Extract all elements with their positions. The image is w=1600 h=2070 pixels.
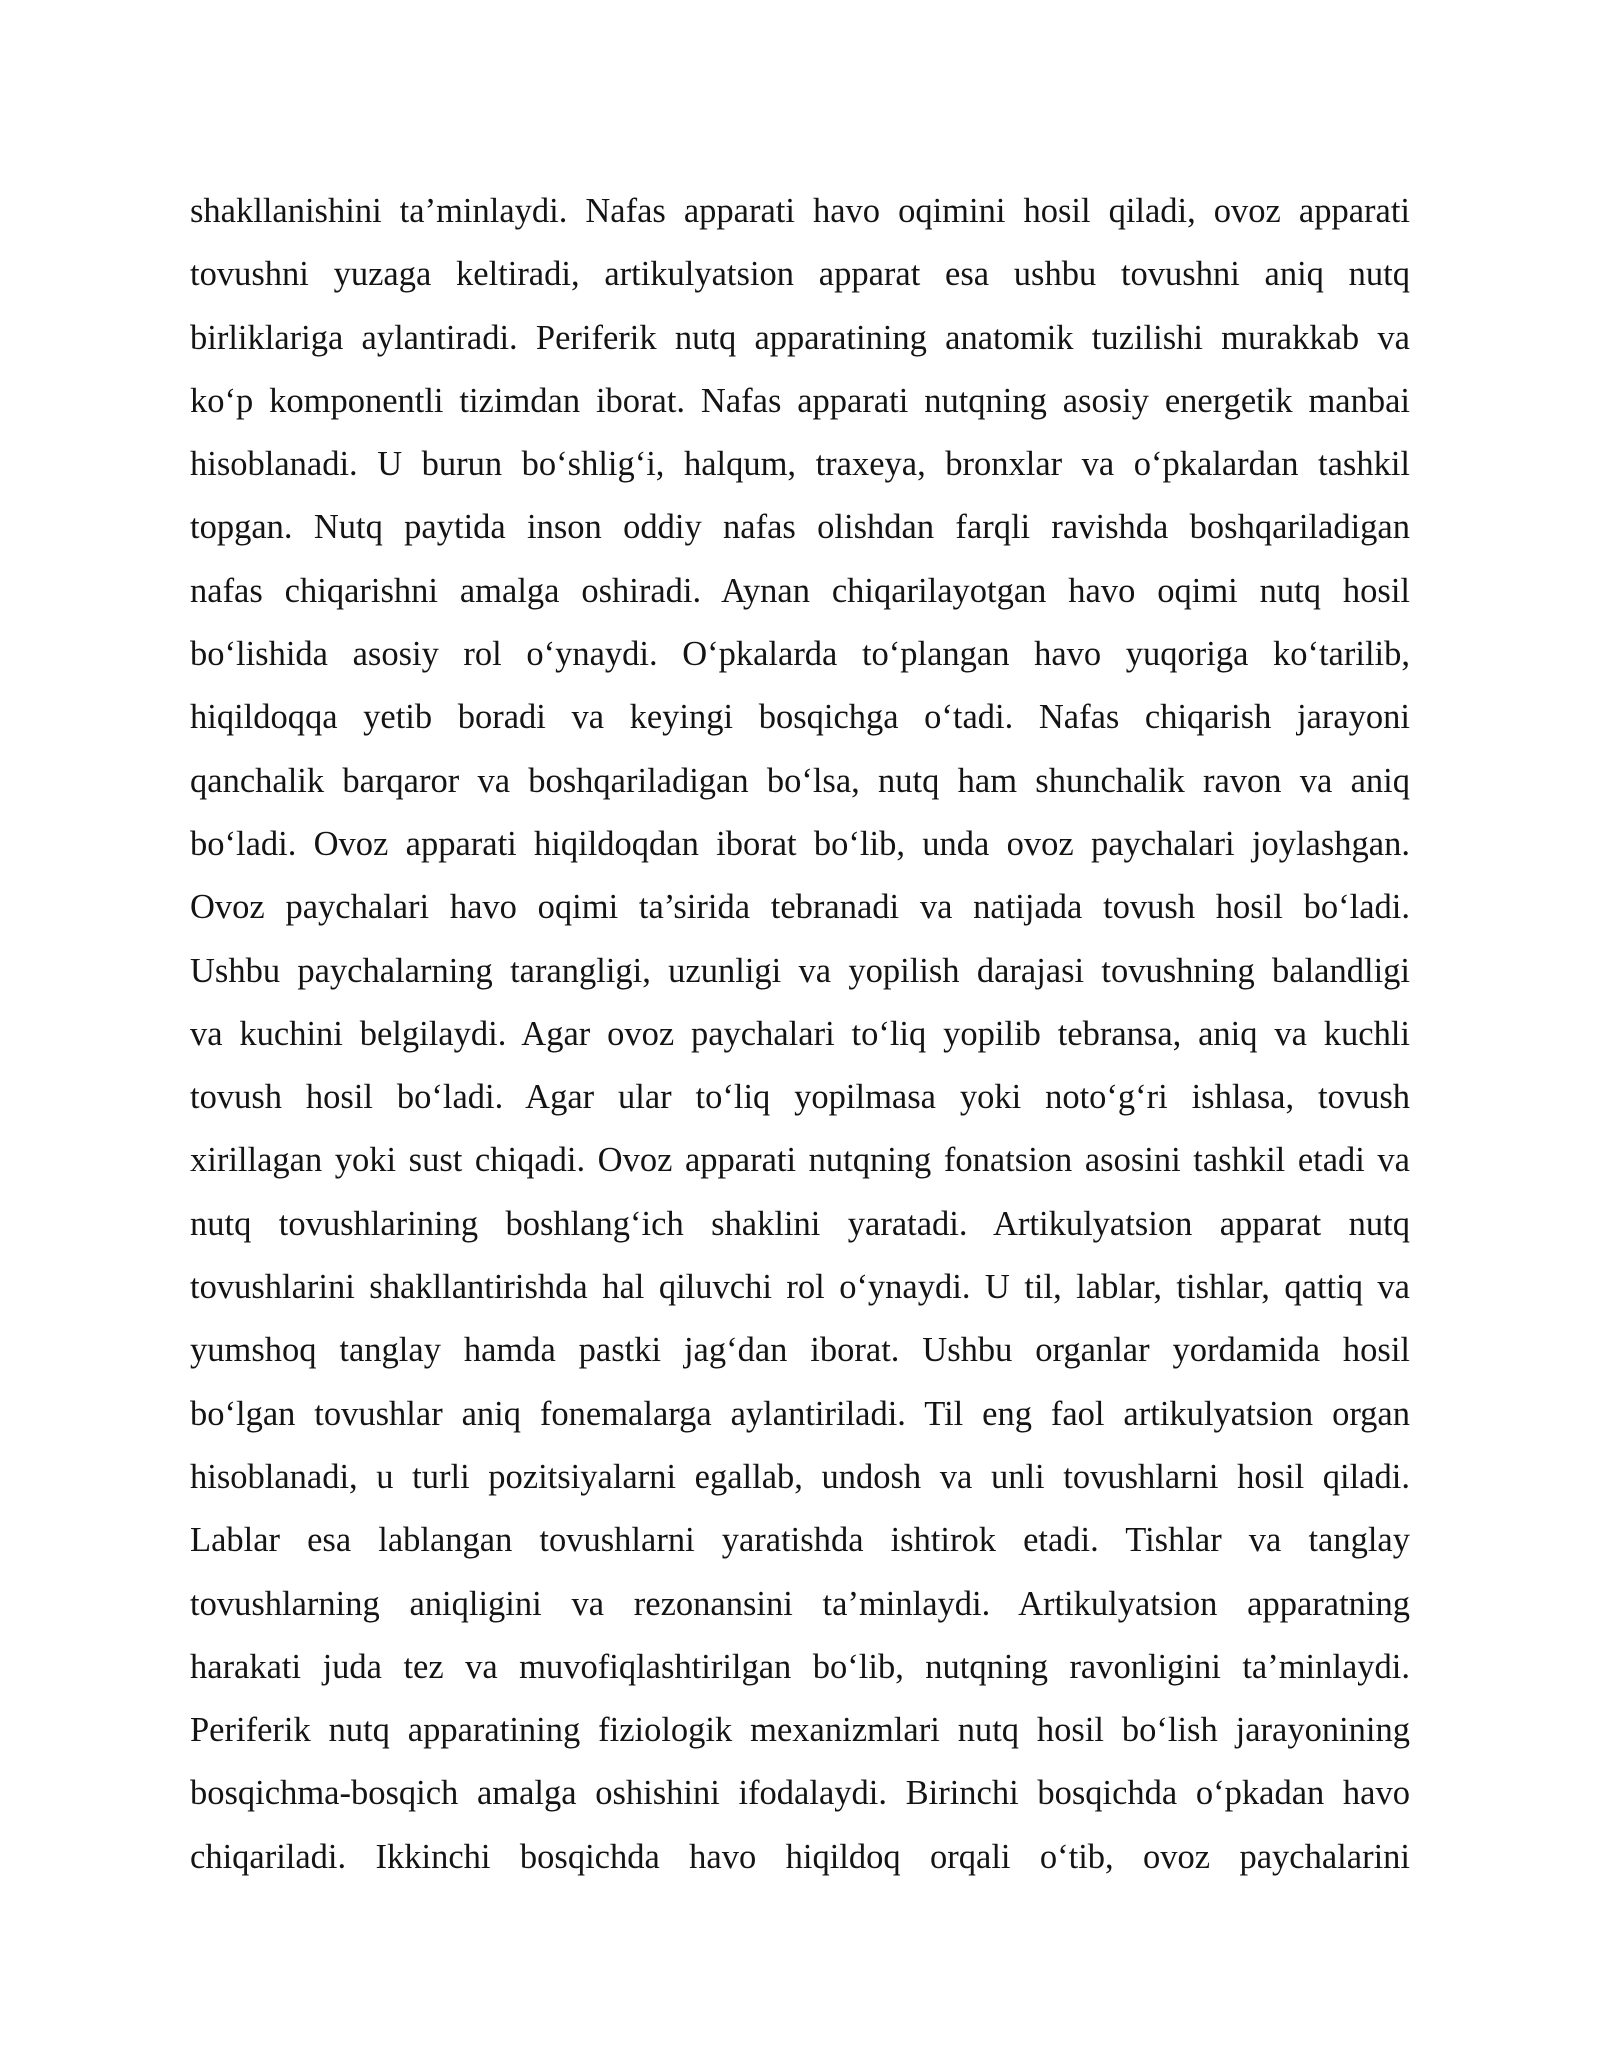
text-line: birliklariga aylantiradi. Periferik nutq apparatining anatomik tuzilishi murakkab va [190,318,1410,357]
text-line: hiqildoqqa yetib boradi va keyingi bosqichga o‘tadi. Nafas chiqarish jarayoni [190,698,1410,737]
text-line: bo‘ladi. Ovoz apparati hiqildoqdan iborat bo‘lib, unda ovoz paychalari joylashgan. [190,824,1410,863]
text-line: topgan. Nutq paytida inson oddiy nafas olishdan farqli ravishda boshqariladigan [190,508,1410,547]
text-line: Lablar esa lablangan tovushlarni yaratishda ishtirok etadi. Tishlar va tanglay [190,1521,1410,1560]
text-line: hisoblanadi, u turli pozitsiyalarni egallab, undosh va unli tovushlarni hosil qiladi. [190,1457,1410,1496]
text-line: va kuchini belgilaydi. Agar ovoz paychalari to‘liq yopilib tebransa, aniq va kuchli [190,1014,1410,1053]
text-line: Periferik nutq apparatining fiziologik mexanizmlari nutq hosil bo‘lish jarayonining [190,1711,1410,1750]
text-line: Ushbu paychalarning tarangligi, uzunligi va yopilish darajasi tovushning balandligi [190,951,1410,990]
text-line: harakati juda tez va muvofiqlashtirilgan bo‘lib, nutqning ravonligini ta’minlaydi. [190,1647,1410,1686]
text-line: Ovoz paychalari havo oqimi ta’sirida tebranadi va natijada tovush hosil bo‘ladi. [190,888,1410,927]
text-line: xirillagan yoki sust chiqadi. Ovoz apparati nutqning fonatsion asosini tashkil etadi va [190,1141,1410,1180]
text-line: nafas chiqarishni amalga oshiradi. Aynan chiqarilayotgan havo oqimi nutq hosil [190,571,1410,610]
text-line: chiqariladi. Ikkinchi bosqichda havo hiqildoq orqali o‘tib, ovoz paychalarini [190,1837,1410,1876]
text-line: tovush hosil bo‘ladi. Agar ular to‘liq yopilmasa yoki noto‘g‘ri ishlasa, tovush [190,1078,1410,1117]
text-line: tovushni yuzaga keltiradi, artikulyatsion apparat esa ushbu tovushni aniq nutq [190,255,1410,294]
text-line: yumshoq tanglay hamda pastki jag‘dan iborat. Ushbu organlar yordamida hosil [190,1331,1410,1370]
text-line: qanchalik barqaror va boshqariladigan bo‘lsa, nutq ham shunchalik ravon va aniq [190,761,1410,800]
text-line: bosqichma-bosqich amalga oshishini ifodalaydi. Birinchi bosqichda o‘pkadan havo [190,1774,1410,1813]
text-line: shakllanishini ta’minlaydi. Nafas apparati havo oqimini hosil qiladi, ovoz apparati [190,192,1410,230]
text-line: bo‘lishida asosiy rol o‘ynaydi. O‘pkalarda to‘plangan havo yuqoriga ko‘tarilib, [190,635,1410,674]
body-paragraph [190,185,1410,1894]
text-line: nutq tovushlarining boshlang‘ich shaklini yaratadi. Artikulyatsion apparat nutq [190,1204,1410,1243]
text-line: tovushlarini shakllantirishda hal qiluvchi rol o‘ynaydi. U til, lablar, tishlar, qattiq va [190,1268,1410,1307]
text-line: hisoblanadi. U burun bo‘shlig‘i, halqum, traxeya, bronxlar va o‘pkalardan tashkil [190,445,1410,484]
text-line: tovushlarning aniqligini va rezonansini ta’minlaydi. Artikulyatsion apparatning [190,1584,1410,1623]
text-line: bo‘lgan tovushlar aniq fonemalarga aylantiriladi. Til eng faol artikulyatsion organ [190,1394,1410,1433]
text-line: ko‘p komponentli tizimdan iborat. Nafas apparati nutqning asosiy energetik manbai [190,381,1410,420]
